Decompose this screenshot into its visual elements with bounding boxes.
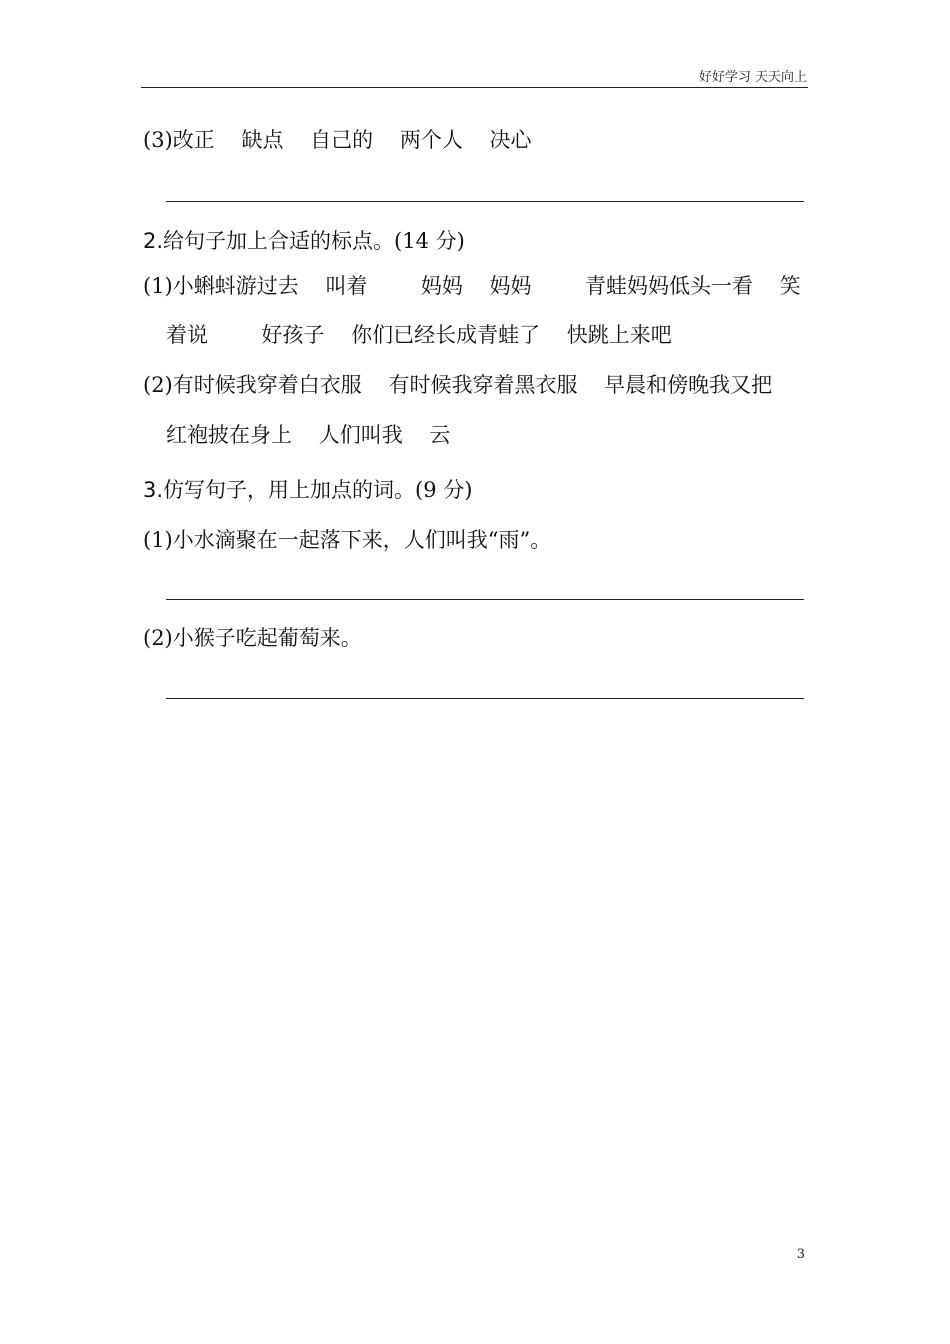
question-2-2-line2: 红袍披在身上 人们叫我 云 (166, 423, 451, 447)
question-3-number: 3. (143, 478, 164, 502)
header-divider (141, 87, 808, 88)
question-2-number: 2. (143, 229, 164, 253)
question-3-heading (143, 477, 472, 503)
header-slogan: 好好学习 天天向上 (698, 70, 807, 85)
question-2-1-line2: 着说 好孩子 你们已经长成青蛙了 快跳上来吧 (166, 323, 672, 347)
answer-line-1-3[interactable] (166, 201, 804, 202)
question-2-title: 给句子加上合适的标点。(14 分) (163, 229, 465, 253)
page-number: 3 (796, 1247, 805, 1262)
answer-line-3-2[interactable] (166, 698, 804, 699)
question-1-3: (3)改正 缺点 自己的 两个人 决心 (143, 128, 532, 152)
question-3-2: (2)小猴子吃起葡萄来。 (143, 626, 362, 650)
question-3-1: (1)小水滴聚在一起落下来，人们叫我“雨”。 (143, 528, 552, 552)
question-2-1-line1: (1)小蝌蚪游过去 叫着 妈妈 妈妈 青蛙妈妈低头一看 笑 (143, 274, 801, 298)
answer-line-3-1[interactable] (166, 599, 804, 600)
question-3-title: 仿写句子，用上加点的词。(9 分) (163, 478, 473, 502)
question-2-heading (143, 228, 465, 254)
question-2-2-line1: (2)有时候我穿着白衣服 有时候我穿着黑衣服 早晨和傍晚我又把 (143, 373, 773, 397)
